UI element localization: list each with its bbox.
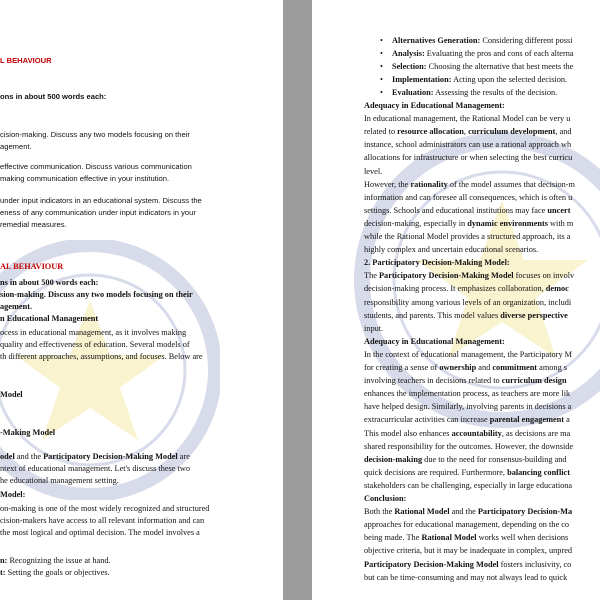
right-text-line: but can be time-consuming and may not always lead to quick <box>364 572 568 582</box>
left-text-line: under input indicators in an educational system. Discuss the <box>0 196 202 205</box>
right-text-line: allocations for infrastructure or when selecting the best curricu <box>364 153 573 163</box>
bullet-item: • Alternatives Generation: Considering different possi <box>392 36 573 47</box>
left-text-line: -Making Model <box>0 428 56 437</box>
right-text-line: settings. Schools and educational institutions may face uncert <box>364 205 571 215</box>
right-text-line: have helped design. Similarly, involving parents in decisions a <box>364 402 572 412</box>
left-text-line: effective communication. Discuss various communication <box>0 162 192 171</box>
left-text-line: n Educational Management <box>0 314 99 323</box>
right-text-line: information and can foresee all consequences, which is often u <box>364 192 573 202</box>
right-text-line: decision-making process. It emphasizes collaboration, democ <box>364 284 569 294</box>
right-text-line: extracurricular activities can increase parental engagement a <box>364 415 570 425</box>
right-text-line: However, the rationality of the model assumes that decision-m <box>364 179 575 189</box>
bullet-item: • Evaluation: Assessing the results of the decision. <box>392 88 557 99</box>
left-text-line: cision-makers have access to all relevant information and can <box>0 516 205 525</box>
left-text-line: ocess in educational management, as it involves making <box>0 328 187 337</box>
right-text-line: students, and parents. This model values diverse perspective <box>364 310 568 320</box>
left-text-line: agement. <box>0 142 32 151</box>
right-text-line: instance, school administrators can use a rational approach wh <box>364 140 572 150</box>
right-text-line: responsibility among various levels of an organization, includi <box>364 297 572 307</box>
left-text-line: ns in about 500 words each: <box>0 278 99 287</box>
right-text-line: involving teachers in decisions related to curriculum design <box>364 376 567 386</box>
right-text-line: stakeholders can be challenging, especially in large educationa <box>364 480 573 490</box>
right-text-line: approaches for educational management, depending on the co <box>364 520 570 530</box>
right-text-line: In the context of educational management, the Participatory M <box>364 349 573 359</box>
left-text-line: t: Setting the goals or objectives. <box>0 568 110 577</box>
right-text-line: quick decisions are required. Furthermore, balancing conflict <box>364 467 570 477</box>
left-text-line: making communication effective in your institution. <box>0 174 170 183</box>
left-text-line: Model: <box>0 490 26 499</box>
left-text-line: quality and effectiveness of education. Several models of <box>0 340 190 349</box>
bullet-item: • Selection: Choosing the alternative that best meets the <box>392 62 573 73</box>
bullet-item: • Analysis: Evaluating the pros and cons of each alterna <box>392 49 574 60</box>
right-text-line: Adequacy in Educational Management: <box>364 101 505 110</box>
right-text-line: highly complex and uncertain educational scenarios. <box>364 245 539 255</box>
right-text-line: related to resource allocation, curriculum development, and <box>364 127 572 137</box>
left-text-line: cision-making. Discuss any two models focusing on their <box>0 130 190 139</box>
left-text-line: he educational management setting. <box>0 476 119 485</box>
left-text-line: n: Recognizing the issue at hand. <box>0 556 111 565</box>
left-text-line: Model <box>0 390 23 399</box>
right-text-line: 2. Participatory Decision-Making Model: <box>364 258 510 268</box>
left-text-line: L BEHAVIOUR <box>0 56 52 65</box>
right-text-line: Conclusion: <box>364 494 407 503</box>
left-text-line: th different approaches, assumptions, and focuses. Below are <box>0 352 203 361</box>
left-text-line: ons in about 500 words each: <box>0 92 107 101</box>
left-page <box>0 0 283 600</box>
right-text-line: In educational management, the Rational Model can be very u <box>364 114 571 124</box>
right-text-line: shared responsibility for the outcomes. However, the downside <box>364 441 574 451</box>
left-text-line: ntext of educational management. Let's discuss these two <box>0 464 190 473</box>
right-text-line: being made. The Rational Model works well when decisions <box>364 533 569 543</box>
right-text-line: Adequacy in Educational Management: <box>364 336 505 346</box>
bullet-item: • Implementation: Acting upon the selected decision. <box>392 75 567 86</box>
right-text-line: enhances the implementation process, as teachers are more lik <box>364 389 571 399</box>
right-text-line: Both the Rational Model and the Participatory Decision-Ma <box>364 507 573 517</box>
left-text-line: agement. <box>0 302 33 311</box>
right-text-line: decision-making due to the need for consensus-building and <box>364 454 567 464</box>
right-text-line: level. <box>364 166 383 176</box>
right-text-line: input. <box>364 323 384 333</box>
left-text-line: remedial measures. <box>0 220 67 229</box>
right-text-line: while the Rational Model provides a structured approach, its a <box>364 232 571 241</box>
right-text-line: objective criteria, but it may be inadequate in complex, unpred <box>364 546 573 556</box>
right-text-line: The Participatory Decision-Making Model focuses on involv <box>364 271 575 281</box>
left-text-line: sion-making. Discuss any two models focusing on their <box>0 290 193 299</box>
right-text-line: decision-making, especially in dynamic environments with m <box>364 218 574 228</box>
right-text-line: Participatory Decision-Making Model fosters inclusivity, co <box>364 559 572 569</box>
right-text-line: This model also enhances accountability, as decisions are ma <box>364 428 571 438</box>
left-text-line: eness of any communication under input indicators in your <box>0 208 196 217</box>
left-text-line: AL BEHAVIOUR <box>0 262 64 271</box>
right-page <box>312 0 600 600</box>
left-text-line: on-making is one of the most widely recognized and structured <box>0 504 210 513</box>
left-text-line: the most logical and optimal decision. The model involves a <box>0 528 200 537</box>
right-text-line: for creating a sense of ownership and commitment among s <box>364 363 568 372</box>
left-text-line: odel and the Participatory Decision-Making Model are <box>0 452 190 461</box>
